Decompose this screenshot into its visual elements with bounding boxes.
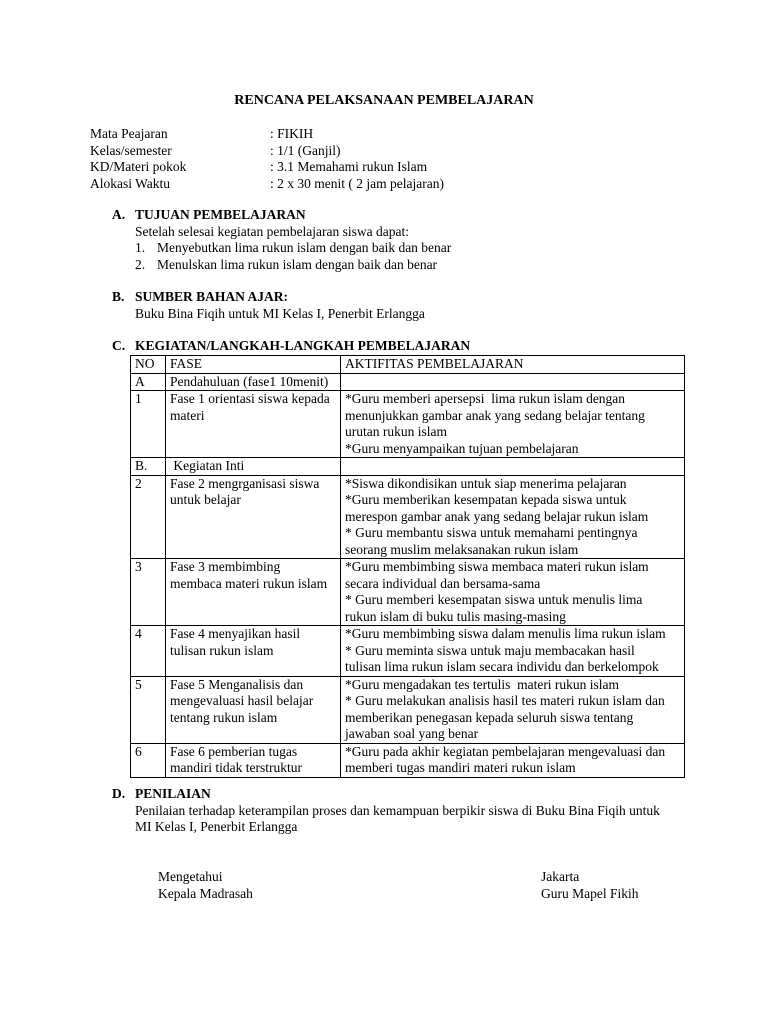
signature-line: Guru Mapel Fikih [541,885,639,901]
row-no: 3 [131,559,166,626]
fase-line: Fase 2 mengrganisasi siswa [170,475,320,491]
section-kegiatan [112,338,470,355]
aktifitas-line: * Guru meminta siswa untuk maju membacakan hasil [345,642,635,658]
aktifitas-line: *Guru membimbing siswa dalam menulis lima rukun islam [345,626,666,641]
section-heading [112,338,470,355]
aktifitas-line: jawaban soal yang benar [345,726,479,741]
row-aktifitas [341,559,685,626]
fase-line: untuk belajar [170,492,241,507]
row-aktifitas [341,626,685,677]
list-number: 1. [135,240,146,255]
meta-row-time [90,176,444,193]
section-letter: B. [112,289,125,304]
meta-label: Mata Peajaran [90,126,168,141]
list-text: Menyebutkan lima rukun islam dengan baik dan benar [157,240,452,255]
row-fase [166,743,341,777]
list-item [112,257,451,274]
meta-block [90,126,444,192]
aktifitas-line: memberikan penegasan kepada seluruh siswa tentang [345,709,634,725]
meta-value: : 3.1 Memahami rukun Islam [270,159,428,174]
section-heading [112,786,660,803]
section-title: PENILAIAN [135,786,211,801]
meta-label: Kelas/semester [90,142,172,158]
table-row [131,475,685,559]
row-no: 5 [131,676,166,743]
meta-value: : FIKIH [270,126,314,141]
row-no: 1 [131,391,166,458]
aktifitas-line: * Guru membantu siswa untuk memahami pentingnya [345,525,638,540]
row-no: 6 [131,743,166,777]
fase-line: mandiri tidak terstruktur [170,760,302,775]
fase-line: Fase 5 Menganalisis dan [170,676,304,692]
row-no: 2 [131,475,166,559]
row-fase [166,626,341,677]
row-aktifitas [341,458,685,476]
row-aktifitas [341,743,685,777]
aktifitas-line: menunjukkan gambar anak yang sedang belajar tentang [345,407,645,423]
table-header-row [131,356,685,374]
section-letter: C. [112,338,126,353]
header-no: NO [131,356,166,374]
aktifitas-line: *Guru menyampaikan tujuan pembelajaran [345,440,579,456]
section-text-line: Penilaian terhadap keterampilan proses dan kemampuan berpikir siswa di Buku Bina Fiqih untuk [135,802,660,818]
row-fase [166,676,341,743]
aktifitas-line: *Guru memberikan kesempatan kepada siswa untuk [345,492,627,507]
signature-right [541,869,639,902]
section-title: TUJUAN PEMBELAJARAN [135,207,306,222]
aktifitas-line [345,458,680,475]
row-fase [166,559,341,626]
section-heading [112,207,451,224]
signature-line: Kepala Madrasah [158,885,253,901]
section-penilaian [112,786,660,836]
section-text: Buku Bina Fiqih untuk MI Kelas I, Penerbit Erlangga [135,305,425,321]
fase-line: mengevaluasi hasil belajar [170,693,314,708]
signature-line: Mengetahui [158,869,223,884]
header-aktifitas: AKTIFITAS PEMBELAJARAN [341,356,685,374]
aktifitas-line: *Guru memberi apersepsi lima rukun islam dengan [345,391,626,406]
fase-line: Pendahuluan (fase1 10menit) [170,373,329,389]
fase-line: Fase 6 pemberian tugas [170,743,298,759]
fase-line: tentang rukun islam [170,709,278,725]
meta-row-class [90,143,444,160]
aktifitas-line: *Guru pada akhir kegiatan pembelajaran mengevaluasi dan [345,743,666,759]
table-row [131,373,685,391]
aktifitas-line: secara individual dan bersama-sama [345,575,541,591]
aktifitas-line: * Guru melakukan analisis hasil tes materi rukun islam dan [345,693,665,708]
list-item [112,240,451,257]
document-title: RENCANA PELAKSANAAN PEMBELAJARAN [234,93,534,108]
aktifitas-line: rukun islam di buku tulis masing-masing [345,608,566,624]
list-text: Menulskan lima rukun islam dengan baik dan benar [157,256,438,272]
meta-label: KD/Materi pokok [90,159,187,174]
row-fase [166,475,341,559]
section-tujuan [112,207,451,273]
fase-line: membaca materi rukun islam [170,575,328,591]
row-no: A [131,373,166,391]
fase-line: Fase 4 menyajikan hasil [170,626,301,641]
meta-row-subject [90,126,444,143]
meta-value: : 2 x 30 menit ( 2 jam pelajaran) [270,175,444,191]
row-fase [166,391,341,458]
fase-line: materi [170,407,205,423]
aktifitas-line: memberi tugas mandiri materi rukun islam [345,760,576,775]
row-aktifitas [341,676,685,743]
row-aktifitas [341,373,685,391]
section-sumber [112,289,425,322]
row-aktifitas [341,475,685,559]
table-row [131,676,685,743]
row-fase [166,458,341,476]
signature-line: Jakarta [541,869,580,884]
table-row [131,458,685,476]
section-title: SUMBER BAHAN AJAR: [135,289,289,304]
meta-row-kd [90,159,444,176]
section-text-line: MI Kelas I, Penerbit Erlangga [135,819,298,834]
aktifitas-line: seorang muslim melaksanakan rukun islam [345,541,579,557]
row-no: B. [131,458,166,476]
aktifitas-line: * Guru memberi kesempatan siswa untuk menulis lima [345,592,643,607]
list-number: 2. [135,256,146,272]
section-title: KEGIATAN/LANGKAH-LANGKAH PEMBELAJARAN [135,338,471,353]
fase-line: tulisan rukun islam [170,642,274,658]
fase-line: Fase 3 membimbing [170,559,281,574]
section-heading [112,289,425,306]
meta-value: : 1/1 (Ganjil) [270,142,341,158]
meta-label: Alokasi Waktu [90,175,171,191]
aktifitas-line: urutan rukun islam [345,424,447,439]
table-row [131,559,685,626]
table-row [131,626,685,677]
aktifitas-line: *Guru membimbing siswa membaca materi rukun islam [345,559,649,574]
row-aktifitas [341,391,685,458]
aktifitas-line [345,374,680,391]
aktifitas-line: *Guru mengadakan tes tertulis materi rukun islam [345,676,620,692]
fase-line: Fase 1 orientasi siswa kepada [170,391,330,406]
row-fase [166,373,341,391]
signature-left [158,869,253,902]
section-letter: A. [112,207,126,222]
aktifitas-line: *Siswa dikondisikan untuk siap menerima pelajaran [345,475,627,491]
activity-table [130,355,685,778]
aktifitas-line: merespon gambar anak yang sedang belajar rukun islam [345,508,649,524]
header-fase: FASE [166,356,341,374]
table-row [131,391,685,458]
table-row [131,743,685,777]
fase-line: Kegiatan Inti [170,458,245,473]
section-intro: Setelah selesai kegiatan pembelajaran siswa dapat: [135,223,410,239]
row-no: 4 [131,626,166,677]
section-letter: D. [112,786,126,801]
aktifitas-line: tulisan lima rukun islam secara individu dan berkelompok [345,659,659,674]
